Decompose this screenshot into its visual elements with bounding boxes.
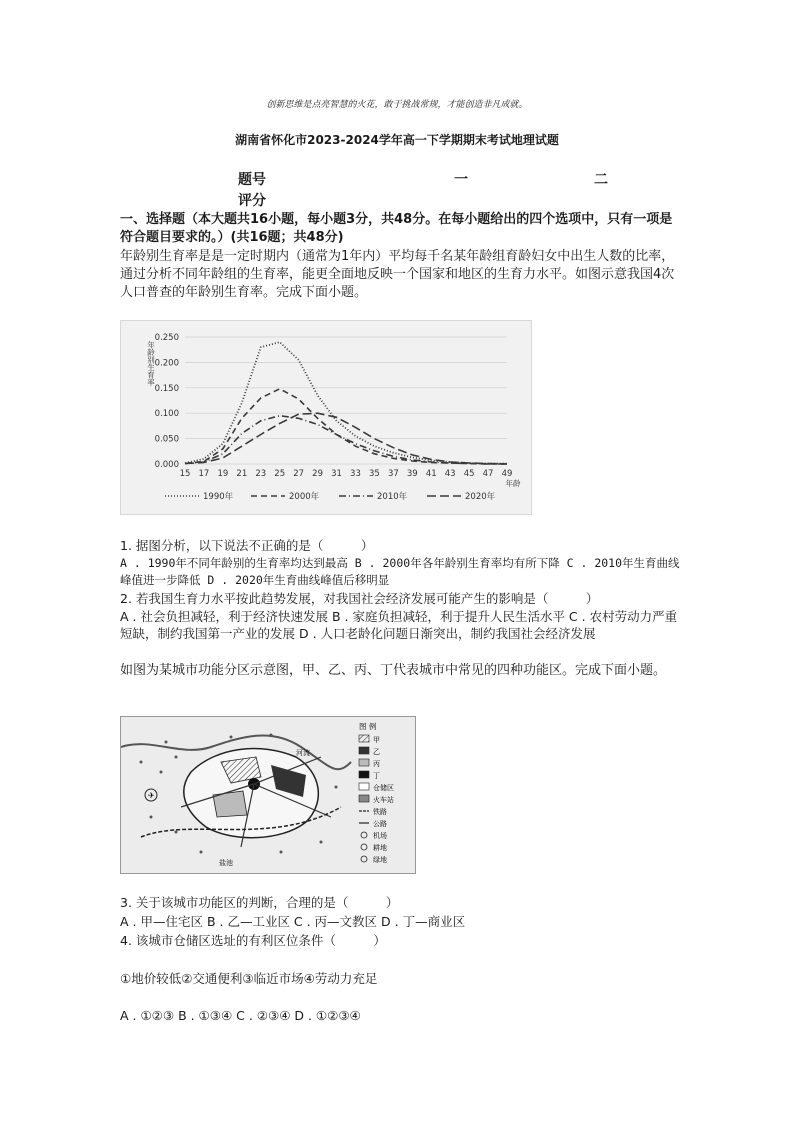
y-tick-label: 0.000 bbox=[154, 460, 179, 470]
river-label: 河流 bbox=[296, 749, 310, 757]
legend-title: 图 例 bbox=[359, 722, 377, 731]
legend-swatch bbox=[359, 783, 369, 790]
y-tick-label: 0.050 bbox=[154, 434, 179, 445]
svg-text:✈: ✈ bbox=[148, 791, 155, 800]
legend-swatch bbox=[361, 844, 367, 850]
legend-item-label: 公路 bbox=[373, 820, 387, 828]
legend-swatch bbox=[359, 759, 369, 766]
legend-label: 2020年 bbox=[465, 492, 496, 502]
question-4-conditions: ①地价较低②交通便利③临近市场④劳动力充足 bbox=[120, 971, 378, 986]
legend-swatch bbox=[359, 795, 369, 802]
legend-item-label: 乙 bbox=[373, 748, 380, 756]
series-line-2000年 bbox=[185, 389, 507, 464]
fertility-chart bbox=[121, 321, 531, 514]
legend-label: 2000年 bbox=[289, 492, 320, 502]
question-4-stem: 4. 该城市仓储区选址的有利区位条件（ ） bbox=[120, 933, 386, 948]
legend-item-label: 机场 bbox=[373, 832, 387, 840]
x-tick-label: 29 bbox=[312, 469, 324, 479]
x-tick-label: 45 bbox=[463, 469, 475, 479]
suburb-label: 盐池 bbox=[219, 859, 233, 867]
legend-swatch bbox=[361, 856, 367, 862]
legend-swatch bbox=[359, 747, 369, 754]
legend-item-label: 甲 bbox=[373, 736, 380, 744]
legend-item-label: 丁 bbox=[373, 772, 380, 780]
legend-label: 2010年 bbox=[377, 492, 408, 502]
x-tick-label: 27 bbox=[293, 469, 305, 479]
legend-swatch bbox=[361, 832, 367, 838]
legend-item-label: 火车站 bbox=[373, 796, 394, 804]
x-tick-label: 15 bbox=[179, 469, 191, 479]
x-tick-label: 19 bbox=[217, 469, 229, 479]
x-tick-label: 47 bbox=[482, 469, 494, 479]
city-map bbox=[121, 717, 415, 873]
x-tick-label: 31 bbox=[331, 469, 342, 479]
legend-item-label: 耕地 bbox=[373, 844, 387, 852]
legend-item-label: 绿地 bbox=[373, 856, 387, 864]
y-axis-label: 年龄别生育率 bbox=[146, 341, 156, 386]
city-map-figure bbox=[120, 716, 416, 874]
exam-title: 湖南省怀化市2023-2024学年高一下学期期末考试地理试题 bbox=[235, 133, 559, 147]
score-table-col1: 一 bbox=[454, 172, 468, 188]
score-table-row2-label: 评分 bbox=[238, 193, 266, 209]
legend-swatch bbox=[359, 771, 369, 778]
x-tick-label: 49 bbox=[501, 469, 513, 479]
x-tick-label: 41 bbox=[425, 469, 437, 479]
legend-item-label: 丙 bbox=[373, 760, 380, 768]
x-tick-label: 37 bbox=[387, 469, 399, 479]
x-tick-label: 23 bbox=[255, 469, 267, 479]
y-tick-label: 0.250 bbox=[154, 333, 179, 343]
score-table-col2: 二 bbox=[594, 172, 608, 188]
question-3-options: A . 甲—住宅区 B . 乙—工业区 C . 丙—文教区 D . 丁—商业区 bbox=[120, 914, 466, 929]
question-2-options: A . 社会负担减轻，利于经济快速发展 B . 家庭负担减轻，利于提升人民生活水平 C . 农村劳动力严重短缺，制约我国第一产业的发展 D . 人口老龄化问题日渐突出，制约我国社会经济发展 bbox=[120, 609, 678, 641]
y-tick-label: 0.200 bbox=[154, 358, 179, 369]
question-2-stem: 2. 若我国生育力水平按此趋势发展，对我国社会经济发展可能产生的影响是（ ） bbox=[120, 591, 599, 606]
x-tick-label: 39 bbox=[406, 469, 418, 479]
x-tick-label: 33 bbox=[350, 469, 361, 479]
x-tick-label: 35 bbox=[368, 469, 380, 479]
legend-item-label: 铁路 bbox=[373, 808, 387, 816]
x-tick-label: 17 bbox=[198, 469, 210, 479]
intro-paragraph-1: 年龄别生育率是是一定时期内（通常为1年内）平均每千名某年龄组育龄妇女中出生人数的比率，通过分析不同年龄组的生育率，能更全面地反映一个国家和地区的生育力水平。如图示意我国4次人口普查的年龄别生育率。完成下面小题。 bbox=[120, 249, 675, 300]
map-legend bbox=[359, 721, 394, 864]
y-tick-label: 0.100 bbox=[154, 409, 179, 420]
question-3-stem: 3. 关于该城市功能区的判断，合理的是（ ） bbox=[120, 895, 399, 910]
question-1-options: A . 1990年不同年龄别的生育率均达到最高 B . 2000年各年龄别生育率均有所下降 C . 2010年生育曲线峰值进一步降低 D . 2020年生育曲线峰值后移明显 bbox=[120, 556, 680, 587]
legend-swatch bbox=[359, 735, 369, 742]
legend-item-label: 仓储区 bbox=[373, 784, 394, 792]
fertility-chart-figure bbox=[120, 320, 532, 515]
y-tick-label: 0.150 bbox=[154, 383, 179, 394]
legend-label: 1990年 bbox=[203, 492, 234, 502]
score-table-row1-label: 题号 bbox=[238, 172, 266, 188]
intro-paragraph-2: 如图为某城市功能分区示意图，甲、乙、丙、丁代表城市中常见的四种功能区。完成下面小题。 bbox=[120, 663, 667, 678]
x-tick-label: 21 bbox=[236, 469, 248, 479]
x-tick-label: 25 bbox=[274, 469, 286, 479]
section-heading: 一、选择题（本大题共16小题，每小题3分，共48分。在每小题给出的四个选项中，只有一项是符合题目要求的。）(共16题；共48分) bbox=[120, 212, 673, 245]
question-1-stem: 1. 据图分析，以下说法不正确的是（ ） bbox=[120, 538, 374, 553]
question-4-options: A . ①②③ B . ①③④ C . ②③④ D . ①②③④ bbox=[120, 1008, 361, 1023]
motto-line: 创新思维是点亮智慧的火花，敢于挑战常规，才能创造非凡成就。 bbox=[266, 100, 528, 110]
x-axis-label: 年龄 bbox=[505, 479, 521, 488]
series-line-1990年 bbox=[185, 342, 507, 463]
x-tick-label: 43 bbox=[444, 469, 456, 479]
